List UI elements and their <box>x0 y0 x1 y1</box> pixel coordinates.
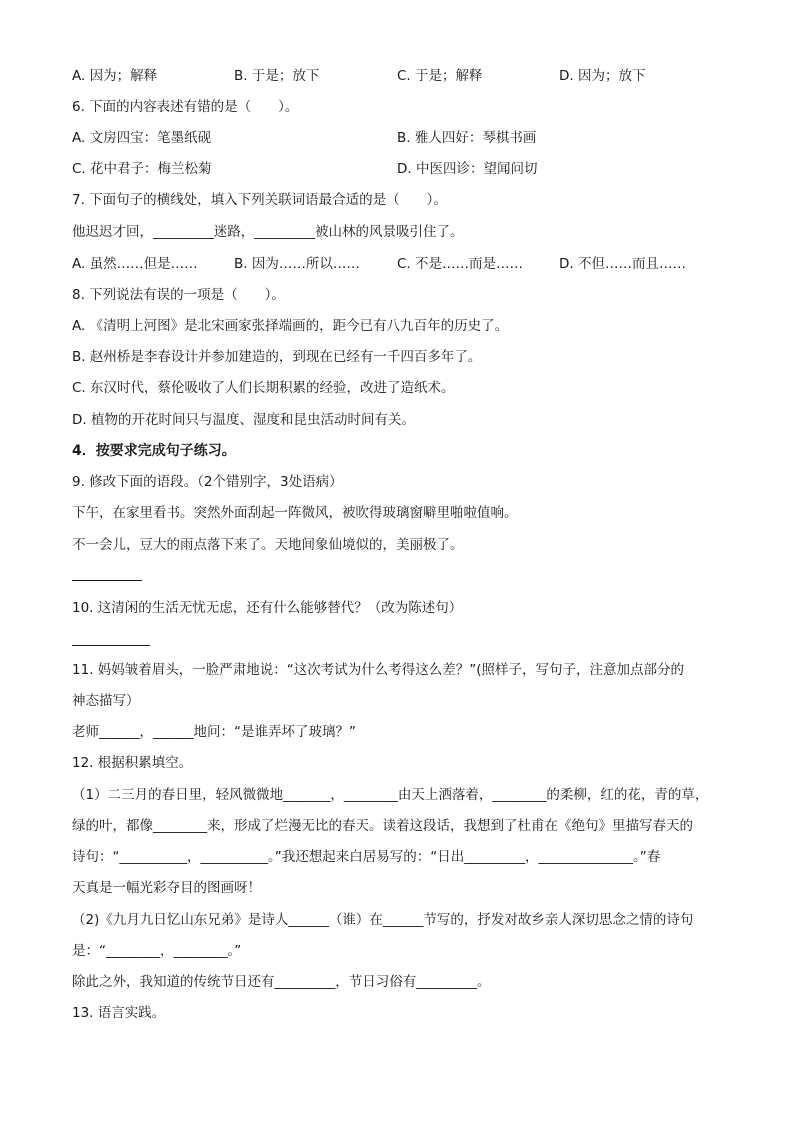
q12-p2-line2: 是：“________，________。” <box>72 943 242 959</box>
q7-stem: 7. 下面句子的横线处，填入下列关联词语最合适的是（ ）。 <box>72 192 447 208</box>
q5-option-d: D. 因为；放下 <box>559 68 646 84</box>
q12-p1-line4: 天真是一幅光彩夺目的图画呀！ <box>72 880 261 896</box>
q5-option-a: A. 因为；解释 <box>72 68 158 84</box>
q7-option-d: D. 不但……而且…… <box>559 256 686 272</box>
q6-option-c: C. 花中君子：梅兰松菊 <box>72 161 212 177</box>
q12-stem: 12. 根据积累填空。 <box>72 755 193 771</box>
q12-p1-line2: 绿的叶，都像________来，形成了烂漫无比的春天。读着这段话，我想到了杜甫在《绝句》里描写春天的 <box>72 818 693 834</box>
q11-answer: 老师______，______地问：“是谁弄坏了玻璃？” <box>72 724 356 740</box>
q8-stem: 8. 下列说法有误的一项是（ ）。 <box>72 287 285 303</box>
q7-option-b: B. 因为……所以…… <box>234 256 360 272</box>
q9-passage-line2: 不一会儿，豆大的雨点落下来了。天地间象仙境似的，美丽极了。 <box>72 537 464 553</box>
q7-option-c: C. 不是……而是…… <box>397 256 524 272</box>
q10-stem: 10. 这清闲的生活无忧无虑，还有什么能够替代？（改为陈述句） <box>72 600 463 616</box>
q6-option-b: B. 雅人四好：琴棋书画 <box>397 130 537 146</box>
q9-stem: 9. 修改下面的语段。（2个错别字，3处语病） <box>72 474 343 490</box>
q13-stem: 13. 语言实践。 <box>72 1005 166 1021</box>
q6-option-d: D. 中医四诊：望闻问切 <box>397 161 538 177</box>
section-4-heading: 4．按要求完成句子练习。 <box>72 443 236 459</box>
q12-p2-line1: （2)《九月九日忆山东兄弟》是诗人______（谁）在______节写的，抒发对故乡亲人深切思念之情的诗句 <box>72 912 694 928</box>
q9-passage-line1: 下午，在家里看书。突然外面刮起一阵微风，被吹得玻璃窗噼里啪啦值响。 <box>72 505 518 521</box>
q8-option-c: C. 东汉时代，蔡伦吸收了人们长期积累的经验，改进了造纸术。 <box>72 380 455 396</box>
q8-option-a: A. 《清明上河图》是北宋画家张择端画的，距今已有八九百年的历史了。 <box>72 318 509 334</box>
q6-option-a: A. 文房四宝：笔墨纸砚 <box>72 130 212 146</box>
q10-answer-line[interactable] <box>72 645 150 646</box>
q11-stem-line2: 神态描写） <box>72 693 140 709</box>
q5-option-c: C. 于是；解释 <box>397 68 483 84</box>
q6-stem: 6. 下面的内容表述有错的是（ ）。 <box>72 99 299 115</box>
q8-option-b: B. 赵州桥是李春设计并参加建造的，到现在已经有一千四百多年了。 <box>72 349 482 365</box>
q5-option-b: B. 于是；放下 <box>234 68 320 84</box>
q12-p1-line1: （1）二三月的春日里，轻风微微地_______，________由天上洒落着，________的柔柳，红的花，青的草， <box>72 787 709 803</box>
q7-sentence: 他迟迟才回，_________迷路，_________被山林的风景吸引住了。 <box>72 224 464 240</box>
q7-option-a: A. 虽然……但是…… <box>72 256 198 272</box>
q9-answer-line[interactable] <box>72 580 142 581</box>
q11-stem-line1: 11. 妈妈皱着眉头，一脸严肃地说：“这次考试为什么考得这么差？”(照样子，写句子，注意加点部分的 <box>72 662 685 678</box>
q12-p1-line3: 诗句：“__________，__________。”我还想起来白居易写的：“日出_________，______________。”春 <box>72 849 661 865</box>
q8-option-d: D. 植物的开花时间只与温度、湿度和昆虫活动时间有关。 <box>72 412 415 428</box>
q12-p2-line3: 除此之外，我知道的传统节日还有_________，节日习俗有_________。 <box>72 974 491 990</box>
